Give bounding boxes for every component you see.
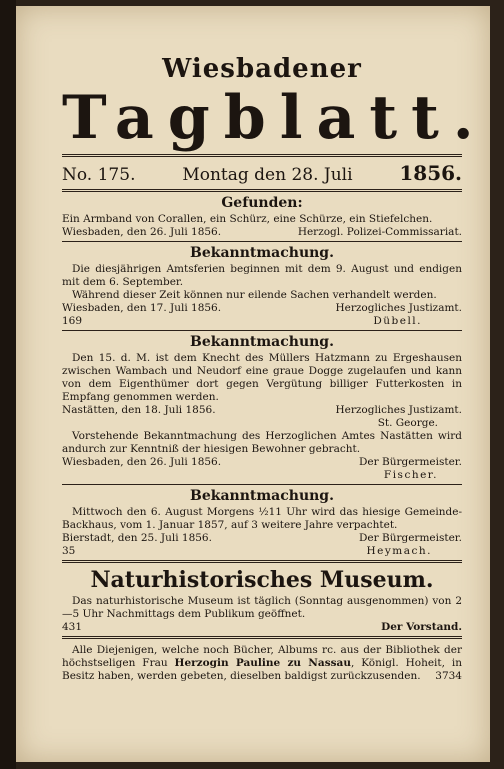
- bekannt2-signer2: Fischer.: [383, 469, 438, 481]
- bekannt2-text2: Vorstehende Bekanntmachung des Herzoglichen Amtes Nastätten wird andurch zur Kenntniß der hiesigen Bewohner gebracht.: [62, 430, 462, 455]
- divider: [62, 636, 462, 639]
- gefunden-footer: [62, 226, 462, 239]
- bekannt3-place-date: Bierstadt, den 25. Juli 1856.: [62, 532, 212, 544]
- bekannt3-text: Mittwoch den 6. August Morgens ½11 Uhr wird das hiesige Gemeinde-Backhaus, vom 1. Januar 1857, auf 3 weitere Jahre verpachtet.: [62, 506, 462, 531]
- bekannt1-footer2: [62, 315, 462, 328]
- museum-title: Naturhistorisches Museum.: [90, 567, 434, 593]
- museum-signer: Der Vorstand.: [381, 621, 462, 633]
- bekannt2-signer1: St. George.: [377, 417, 438, 429]
- masthead-line1: Wiesbadener: [162, 54, 362, 84]
- bekannt1-title: Bekanntmachung.: [190, 245, 334, 261]
- notice-text-b: Herzogin Pauline zu Nassau: [174, 657, 351, 669]
- issue-number: No. 175.: [62, 165, 136, 185]
- issue-date: Montag den 28. Juli: [182, 165, 353, 185]
- bekannt2-text1: Den 15. d. M. ist dem Knecht des Müllers Hatzmann zu Ergeshausen zwischen Wambach und Neudorf eine graue Dogge zugelaufen und kann von dem Eigenthümer dort gegen Vergütung billiger Futterkosten in Empfang genommen werden.: [62, 352, 462, 403]
- bekannt2-title: Bekanntmachung.: [190, 334, 334, 350]
- divider: [62, 330, 462, 331]
- bekannt3-title: Bekanntmachung.: [190, 488, 334, 504]
- bekannt3-footer: [62, 532, 462, 545]
- bekannt3-signer: Heymach.: [366, 545, 432, 557]
- notice-num: 3734: [435, 670, 462, 682]
- bekannt3-footer2: [62, 545, 462, 558]
- page-content: [62, 46, 488, 683]
- bekannt2-office2: Der Bürgermeister.: [359, 456, 462, 468]
- masthead-title: Tagblatt.: [62, 83, 488, 153]
- divider: [62, 560, 462, 563]
- bekannt3-num: 35: [62, 545, 76, 557]
- bekannt3-office: Der Bürgermeister.: [359, 532, 462, 544]
- masthead-rule: [62, 154, 462, 157]
- bekannt2-place-date1: Nastätten, den 18. Juli 1856.: [62, 404, 216, 416]
- notice-text-c: , Königl. Hoheit, in Besitz haben, werden gebeten, dieselben baldigst zurückzusenden.: [62, 657, 463, 682]
- book-binding: [0, 0, 16, 769]
- issue-line: [62, 159, 462, 187]
- bekannt1-footer: [62, 302, 462, 315]
- museum-text: Das naturhistorische Museum ist täglich (Sonntag ausgenommen) von 2—5 Uhr Nachmittags dem Publikum geöffnet.: [62, 595, 462, 620]
- bekannt1-num: 169: [62, 315, 83, 327]
- museum-footer: [62, 621, 462, 634]
- newspaper-page: [16, 6, 490, 762]
- bekannt2-place-date2: Wiesbaden, den 26. Juli 1856.: [62, 456, 222, 468]
- library-notice: [62, 641, 462, 683]
- bekannt1-place-date: Wiesbaden, den 17. Juli 1856.: [62, 302, 222, 314]
- gefunden-title: Gefunden:: [221, 195, 303, 211]
- gefunden-signer: Herzogl. Polizei-Commissariat.: [297, 226, 462, 238]
- museum-num: 431: [62, 621, 83, 633]
- issue-rule: [62, 189, 462, 192]
- gefunden-text: Ein Armband von Corallen, ein Schürz, eine Schürze, ein Stiefelchen.: [62, 213, 433, 225]
- bekannt1-office: Herzogliches Justizamt.: [335, 302, 462, 314]
- divider: [62, 241, 462, 242]
- bekannt2-footer1: [62, 404, 462, 417]
- bekannt1-text1: Die diesjährigen Amtsferien beginnen mit dem 9. August und endigen mit dem 6. September.: [62, 263, 462, 288]
- bekannt2-footer2: [62, 456, 462, 469]
- notice-text-a: Alle Diejenigen, welche noch Bücher, Albums rc. aus der Bibliothek der höchstseligen Frau: [62, 644, 462, 669]
- bekannt1-signer: Dübell.: [373, 315, 422, 327]
- divider: [62, 484, 462, 485]
- page-edge: [490, 0, 504, 769]
- bekannt2-office1: Herzogliches Justizamt.: [335, 404, 462, 416]
- issue-year: 1856.: [399, 161, 462, 185]
- gefunden-place-date: Wiesbaden, den 26. Juli 1856.: [62, 226, 222, 238]
- bekannt1-text2: Während dieser Zeit können nur eilende Sachen verhandelt werden.: [72, 289, 437, 301]
